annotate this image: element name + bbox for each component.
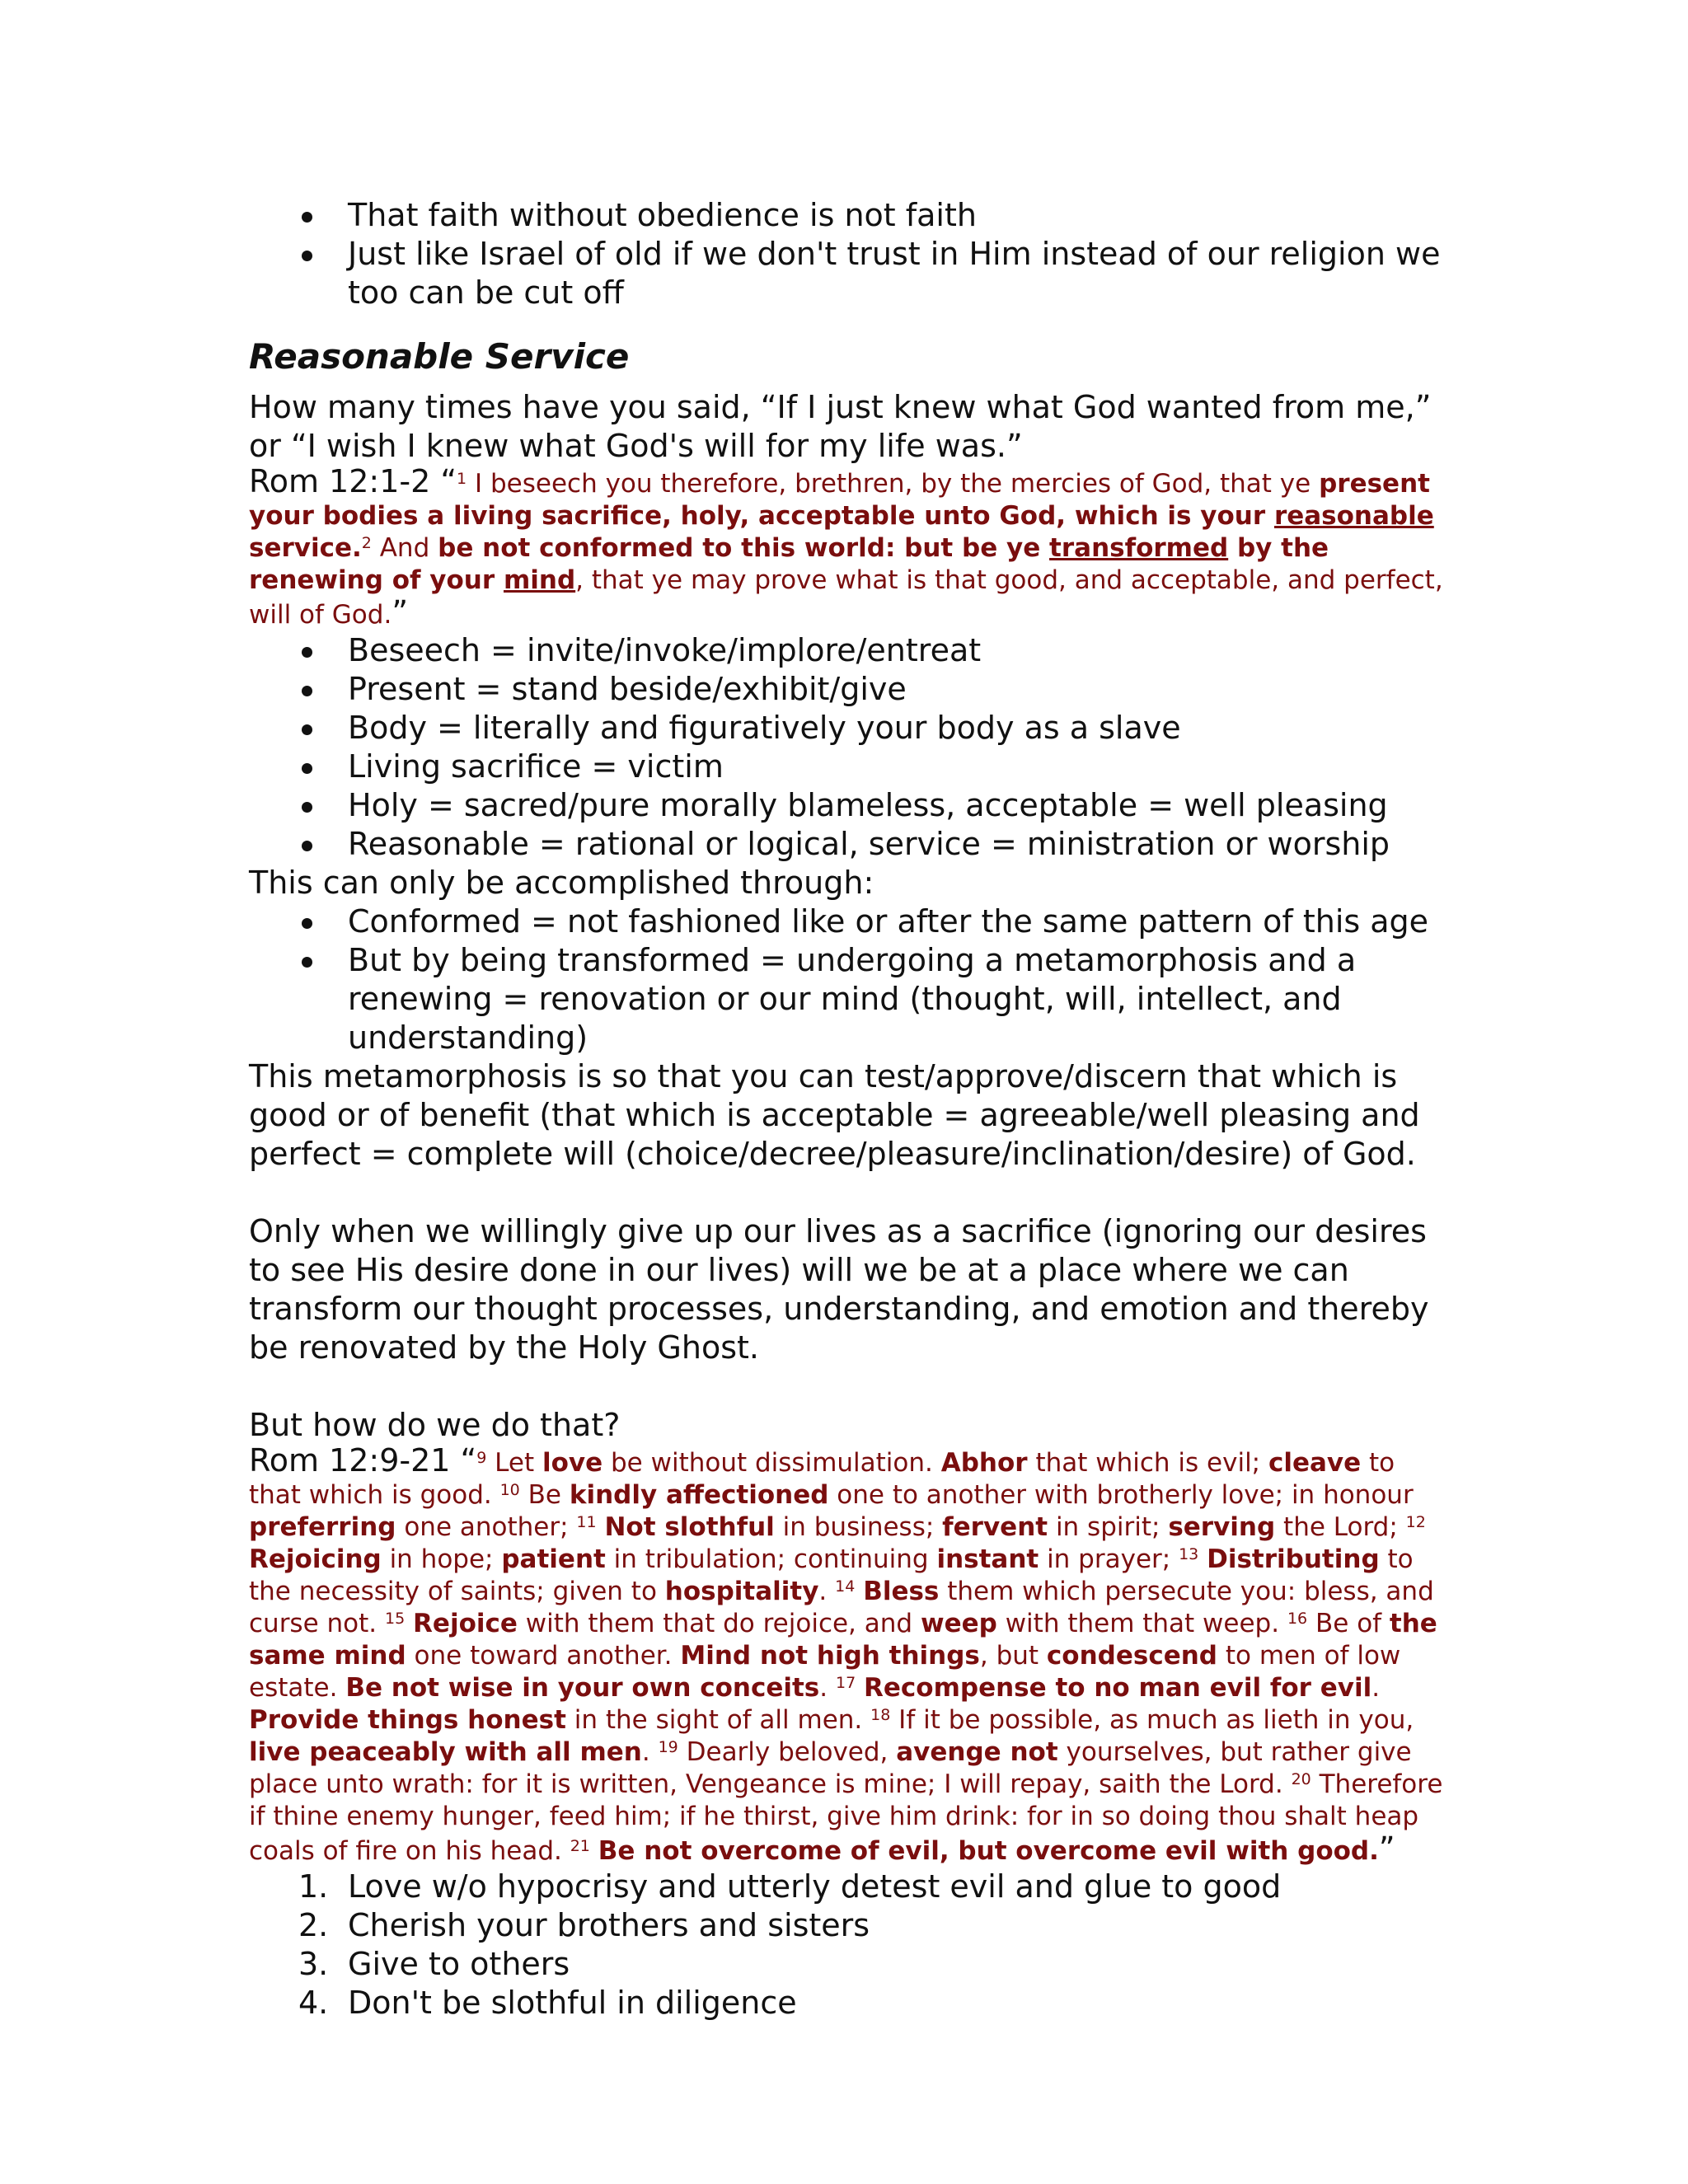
list-number: 1. — [298, 1868, 329, 1905]
underlined-keyword: reasonable — [1273, 501, 1434, 531]
emphasized-text: weep — [920, 1609, 997, 1638]
question-paragraph: But how do we do that? — [249, 1407, 621, 1443]
verse-text: Be — [519, 1480, 570, 1510]
list-item: 1. Love w/o hypocrisy and utterly detest evil and glue to good — [298, 1868, 1282, 1905]
emphasized-text: fervent — [942, 1512, 1048, 1542]
verse-text: in tribulation; continuing — [605, 1544, 937, 1574]
emphasized-text: serving — [1168, 1512, 1276, 1542]
emphasized-text: be not conformed to this world: but be ye — [438, 533, 1050, 563]
verse-number: 20 — [1291, 1770, 1311, 1788]
list-item: That faith without obedience is not faith — [249, 196, 1444, 235]
emphasized-text: condescend — [1046, 1641, 1217, 1671]
verse-text: . — [641, 1737, 659, 1767]
scripture-reference: Rom 12:1-2 — [249, 463, 441, 499]
verse-text: I beseech you therefore, brethren, by the mercies of God, that ye — [467, 469, 1320, 499]
verse-text — [590, 1836, 598, 1866]
verse-number: 9 — [476, 1449, 487, 1467]
list-item: Beseech = invite/invoke/implore/entreat — [249, 631, 1444, 670]
verse-number: 1 — [457, 470, 467, 488]
numbered-list — [249, 1868, 1444, 2022]
verse-text: in spirit; — [1048, 1512, 1169, 1542]
list-item: Body = literally and figuratively your body as a slave — [249, 709, 1444, 748]
open-quote: “ — [460, 1442, 477, 1479]
verse-text: , that ye may prove what is that good, and acceptable, and perfect, will of God. — [249, 565, 1443, 630]
emphasized-text: present your bodies a living sacrifice, holy, acceptable unto God, which is your — [249, 469, 1430, 531]
intro-paragraph: How many times have you said, “If I just knew what God wanted from me,” or “I wish I knew what God's will for my life was.” — [249, 389, 1432, 464]
bullet-icon — [302, 957, 312, 968]
verse-text: Therefore if thine enemy hunger, feed him; if he thirst, give him drink: for in so doing thou shalt heap coals of fire on his head. — [249, 1769, 1443, 1866]
list-number: 4. — [298, 1985, 329, 2021]
section-heading: Reasonable Service — [249, 336, 630, 377]
emphasized-text: Rejoicing — [249, 1544, 382, 1574]
emphasized-text: Distributing — [1207, 1544, 1380, 1574]
verse-text: in hope; — [381, 1544, 502, 1574]
verse-number: 10 — [499, 1481, 520, 1499]
list-item: 4. Don't be slothful in diligence — [298, 1985, 797, 2021]
list-item: Present = stand beside/exhibit/give — [249, 670, 1444, 709]
verse-text: . — [1372, 1673, 1381, 1703]
scripture-text — [249, 1448, 1442, 1866]
bullet-icon — [302, 763, 312, 774]
bullet-icon — [302, 841, 312, 851]
emphasized-text: Bless — [863, 1577, 940, 1606]
verse-text: to men of low estate. — [249, 1641, 1401, 1703]
open-quote: “ — [440, 463, 457, 499]
emphasized-text: Provide things honest — [249, 1705, 566, 1735]
verse-text: one another; — [396, 1512, 577, 1542]
list-item: Conformed = not fashioned like or after the same pattern of this age — [249, 902, 1444, 941]
emphasized-text: avenge not — [896, 1737, 1058, 1767]
verse-text: them which persecute you: bless, and curse not. — [249, 1577, 1434, 1638]
emphasized-text: Rejoice — [413, 1609, 518, 1638]
emphasized-text: hospitality — [664, 1577, 819, 1606]
page-content — [249, 196, 1444, 2022]
list-item: 3. Give to others — [298, 1946, 570, 1982]
emphasized-text: by the renewing of your — [249, 533, 1329, 595]
bullet-icon — [302, 918, 312, 929]
emphasized-text: patient — [501, 1544, 606, 1574]
bullet-icon — [302, 802, 312, 813]
list-item: Just like Israel of old if we don't trust in Him instead of our religion we too can be cut off — [249, 235, 1444, 312]
verse-text: in business; — [774, 1512, 943, 1542]
scripture-reference: Rom 12:9-21 — [249, 1442, 461, 1479]
verse-number: 21 — [570, 1837, 590, 1855]
emphasized-text: Be not overcome of evil, but overcome evil with good. — [598, 1836, 1379, 1866]
underlined-keyword: transformed — [1049, 533, 1229, 563]
verse-text — [856, 1673, 864, 1703]
emphasized-text: Abhor — [940, 1448, 1028, 1478]
close-quote: ” — [1378, 1830, 1395, 1867]
verse-text — [597, 1512, 605, 1542]
verse-text: in the sight of all men. — [565, 1705, 871, 1735]
bullet-icon — [302, 251, 312, 261]
emphasized-text: love — [542, 1448, 603, 1478]
emphasized-text: Mind not high things — [680, 1641, 980, 1671]
emphasized-text: preferring — [249, 1512, 396, 1542]
verse-text: . — [818, 1577, 836, 1606]
emphasized-text — [504, 565, 575, 595]
verse-text — [855, 1577, 863, 1606]
emphasized-text: live peaceably with all men — [249, 1737, 642, 1767]
verse-text: one toward another. — [406, 1641, 681, 1671]
definition-list — [249, 631, 1444, 864]
verse-text: with them that weep. — [996, 1609, 1287, 1638]
emphasized-text: Be not wise in your own conceits — [345, 1673, 820, 1703]
verse-number: 11 — [576, 1513, 597, 1531]
verse-number: 2 — [361, 534, 372, 552]
verse-text: Be of — [1307, 1609, 1390, 1638]
close-quote: ” — [392, 594, 408, 630]
list-item: Holy = sacred/pure morally blameless, acceptable = well pleasing — [249, 786, 1444, 825]
verse-text: to that which is good. — [249, 1448, 1395, 1510]
verse-text: And — [371, 533, 438, 563]
list-item: But by being transformed = undergoing a metamorphosis and a renewing = renovation or our mind (thought, will, intellect, and understanding) — [249, 941, 1444, 1057]
metamorphosis-paragraph: This metamorphosis is so that you can test/approve/discern that which is good or of benefit (that which is acceptable = agreeable/well pleasing and perfect = complete will (choice/decree/pleasure/inclination/desire) of God. — [249, 1058, 1420, 1172]
verse-text: with them that do rejoice, and — [517, 1609, 921, 1638]
verse-text — [1198, 1544, 1207, 1574]
verse-text: in prayer; — [1039, 1544, 1179, 1574]
emphasized-text — [1274, 501, 1434, 531]
intro-bullet-list — [249, 196, 1444, 312]
verse-number: 16 — [1287, 1610, 1308, 1628]
list-item: 2. Cherish your brothers and sisters — [298, 1907, 870, 1943]
verse-number: 14 — [835, 1577, 856, 1596]
verse-number: 13 — [1179, 1545, 1199, 1563]
emphasized-text: cleave — [1268, 1448, 1362, 1478]
bullet-icon — [302, 686, 312, 696]
verse-number: 19 — [658, 1738, 678, 1756]
verse-text — [405, 1609, 413, 1638]
list-number: 2. — [298, 1907, 329, 1943]
list-number: 3. — [298, 1946, 329, 1982]
emphasized-text: Recompense to no man evil for evil — [864, 1673, 1372, 1703]
verse-number: 17 — [835, 1674, 856, 1692]
verse-text: Let — [486, 1448, 542, 1478]
verse-text: the Lord; — [1275, 1512, 1406, 1542]
emphasized-text: kindly affectioned — [569, 1480, 829, 1510]
scripture-passage-1 — [249, 463, 1444, 631]
sacrifice-paragraph: Only when we willingly give up our lives as a sacrifice (ignoring our desires to see His desire done in our lives) will we be at a place where we can transform our thought processes, understanding, and emotion and thereby be renovated by the Holy Ghost. — [249, 1213, 1429, 1366]
verse-text: one to another with brotherly love; in honour — [828, 1480, 1414, 1510]
emphasized-text: Not slothful — [604, 1512, 775, 1542]
verse-text: yourselves, but rather give place unto wrath: for it is written, Vengeance is mine; I will repay, saith the Lord. — [249, 1737, 1412, 1799]
emphasized-text: instant — [936, 1544, 1039, 1574]
emphasized-text: service. — [249, 533, 362, 563]
underlined-keyword: mind — [503, 565, 576, 595]
verse-text: , but — [979, 1641, 1047, 1671]
list-item: Reasonable = rational or logical, service = ministration or worship — [249, 825, 1444, 864]
verse-number: 15 — [385, 1610, 406, 1628]
verse-text: . — [819, 1673, 836, 1703]
emphasized-text — [1049, 533, 1228, 563]
emphasized-text: the same mind — [249, 1609, 1437, 1671]
list-item: Living sacrifice = victim — [249, 748, 1444, 786]
bullet-icon — [302, 212, 312, 223]
through-label: This can only be accomplished through: — [249, 865, 874, 901]
verse-number: 18 — [870, 1706, 891, 1724]
through-bullet-list — [249, 902, 1444, 1057]
verse-text: to the necessity of saints; given to — [249, 1544, 1414, 1606]
verse-text: that which is evil; — [1027, 1448, 1268, 1478]
bullet-icon — [302, 647, 312, 658]
scripture-passage-2 — [249, 1442, 1444, 1868]
verse-number: 12 — [1405, 1513, 1426, 1531]
bullet-icon — [302, 724, 312, 735]
verse-text: If it be possible, as much as lieth in you, — [890, 1705, 1414, 1735]
verse-text: be without dissimulation. — [603, 1448, 941, 1478]
verse-text: Dearly beloved, — [678, 1737, 897, 1767]
